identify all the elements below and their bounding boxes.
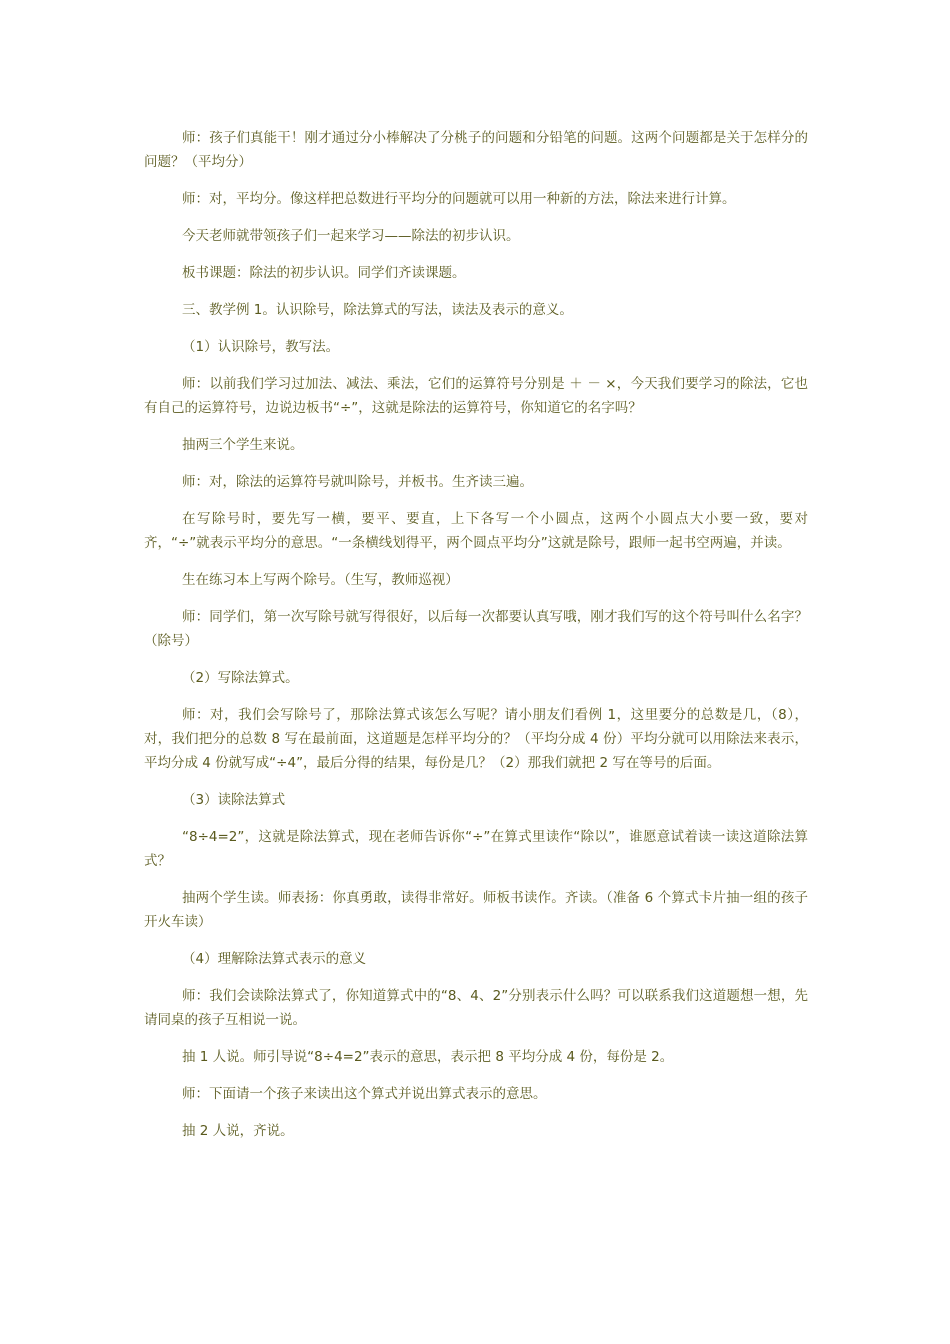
paragraph-13: （2）写除法算式。	[182, 670, 299, 686]
paragraph-3: 今天老师就带领孩子们一起来学习——除法的初步认识。	[182, 228, 520, 244]
paragraph-10: 在写除号时，要先写一横，要平、要直，上下各写一个小圆点，这两个小圆点大小要一致，要对齐，“÷”就表示平均分的意思。“一条横线划得平，两个圆点平均分”这就是除号，跟师一起书空两遍，并读。	[144, 511, 808, 551]
paragraph-9: 师：对，除法的运算符号就叫除号，并板书。生齐读三遍。	[182, 474, 533, 490]
paragraph-11: 生在练习本上写两个除号。（生写，教师巡视）	[182, 572, 459, 588]
document-body	[144, 126, 808, 1156]
paragraph-22: 抽 2 人说，齐说。	[182, 1123, 294, 1139]
paragraph-8: 抽两三个学生来说。	[182, 437, 304, 453]
paragraph-2: 师：对，平均分。像这样把总数进行平均分的问题就可以用一种新的方法，除法来进行计算。	[182, 191, 736, 207]
paragraph-17: 抽两个学生读。师表扬：你真勇敢，读得非常好。师板书读作。齐读。（准备 6 个算式卡片抽一组的孩子开火车读）	[144, 890, 808, 930]
paragraph-19: 师：我们会读除法算式了，你知道算式中的“8、4、2”分别表示什么吗？可以联系我们这道题想一想，先请同桌的孩子互相说一说。	[144, 988, 808, 1028]
paragraph-12: 师：同学们，第一次写除号就写得很好，以后每一次都要认真写哦，刚才我们写的这个符号叫什么名字？（除号）	[144, 609, 808, 649]
paragraph-1: 师：孩子们真能干！刚才通过分小棒解决了分桃子的问题和分铅笔的问题。这两个问题都是关于怎样分的问题？（平均分）	[144, 130, 808, 170]
paragraph-15: （3）读除法算式	[182, 792, 286, 808]
paragraph-5: 三、教学例 1。认识除号，除法算式的写法，读法及表示的意义。	[182, 302, 573, 318]
paragraph-20: 抽 1 人说。师引导说“8÷4=2”表示的意思，表示把 8 平均分成 4 份，每份是 2。	[182, 1049, 674, 1065]
paragraph-4: 板书课题：除法的初步认识。同学们齐读课题。	[182, 265, 466, 281]
paragraph-7: 师：以前我们学习过加法、减法、乘法，它们的运算符号分别是 ＋ － ×，今天我们要学习的除法，它也有自己的运算符号，边说边板书“÷”，这就是除法的运算符号，你知道它的名字吗？	[144, 376, 808, 416]
paragraph-6: （1）认识除号，教写法。	[182, 339, 340, 355]
paragraph-16: “8÷4=2”，这就是除法算式，现在老师告诉你“÷”在算式里读作“除以”，谁愿意试着读一读这道除法算式？	[144, 829, 808, 869]
paragraph-21: 师：下面请一个孩子来读出这个算式并说出算式表示的意思。	[182, 1086, 547, 1102]
paragraph-14: 师：对，我们会写除号了，那除法算式该怎么写呢？请小朋友们看例 1，这里要分的总数是几，（8），对，我们把分的总数 8 写在最前面，这道题是怎样平均分的？（平均分成 4 份）平均分就可以用除法来表示，平均分成 4 份就写成“÷4”，最后分得的结果，每份是几？（2）那我们就把 2 写在等号的后面。	[144, 707, 808, 771]
paragraph-18: （4）理解除法算式表示的意义	[182, 951, 367, 967]
